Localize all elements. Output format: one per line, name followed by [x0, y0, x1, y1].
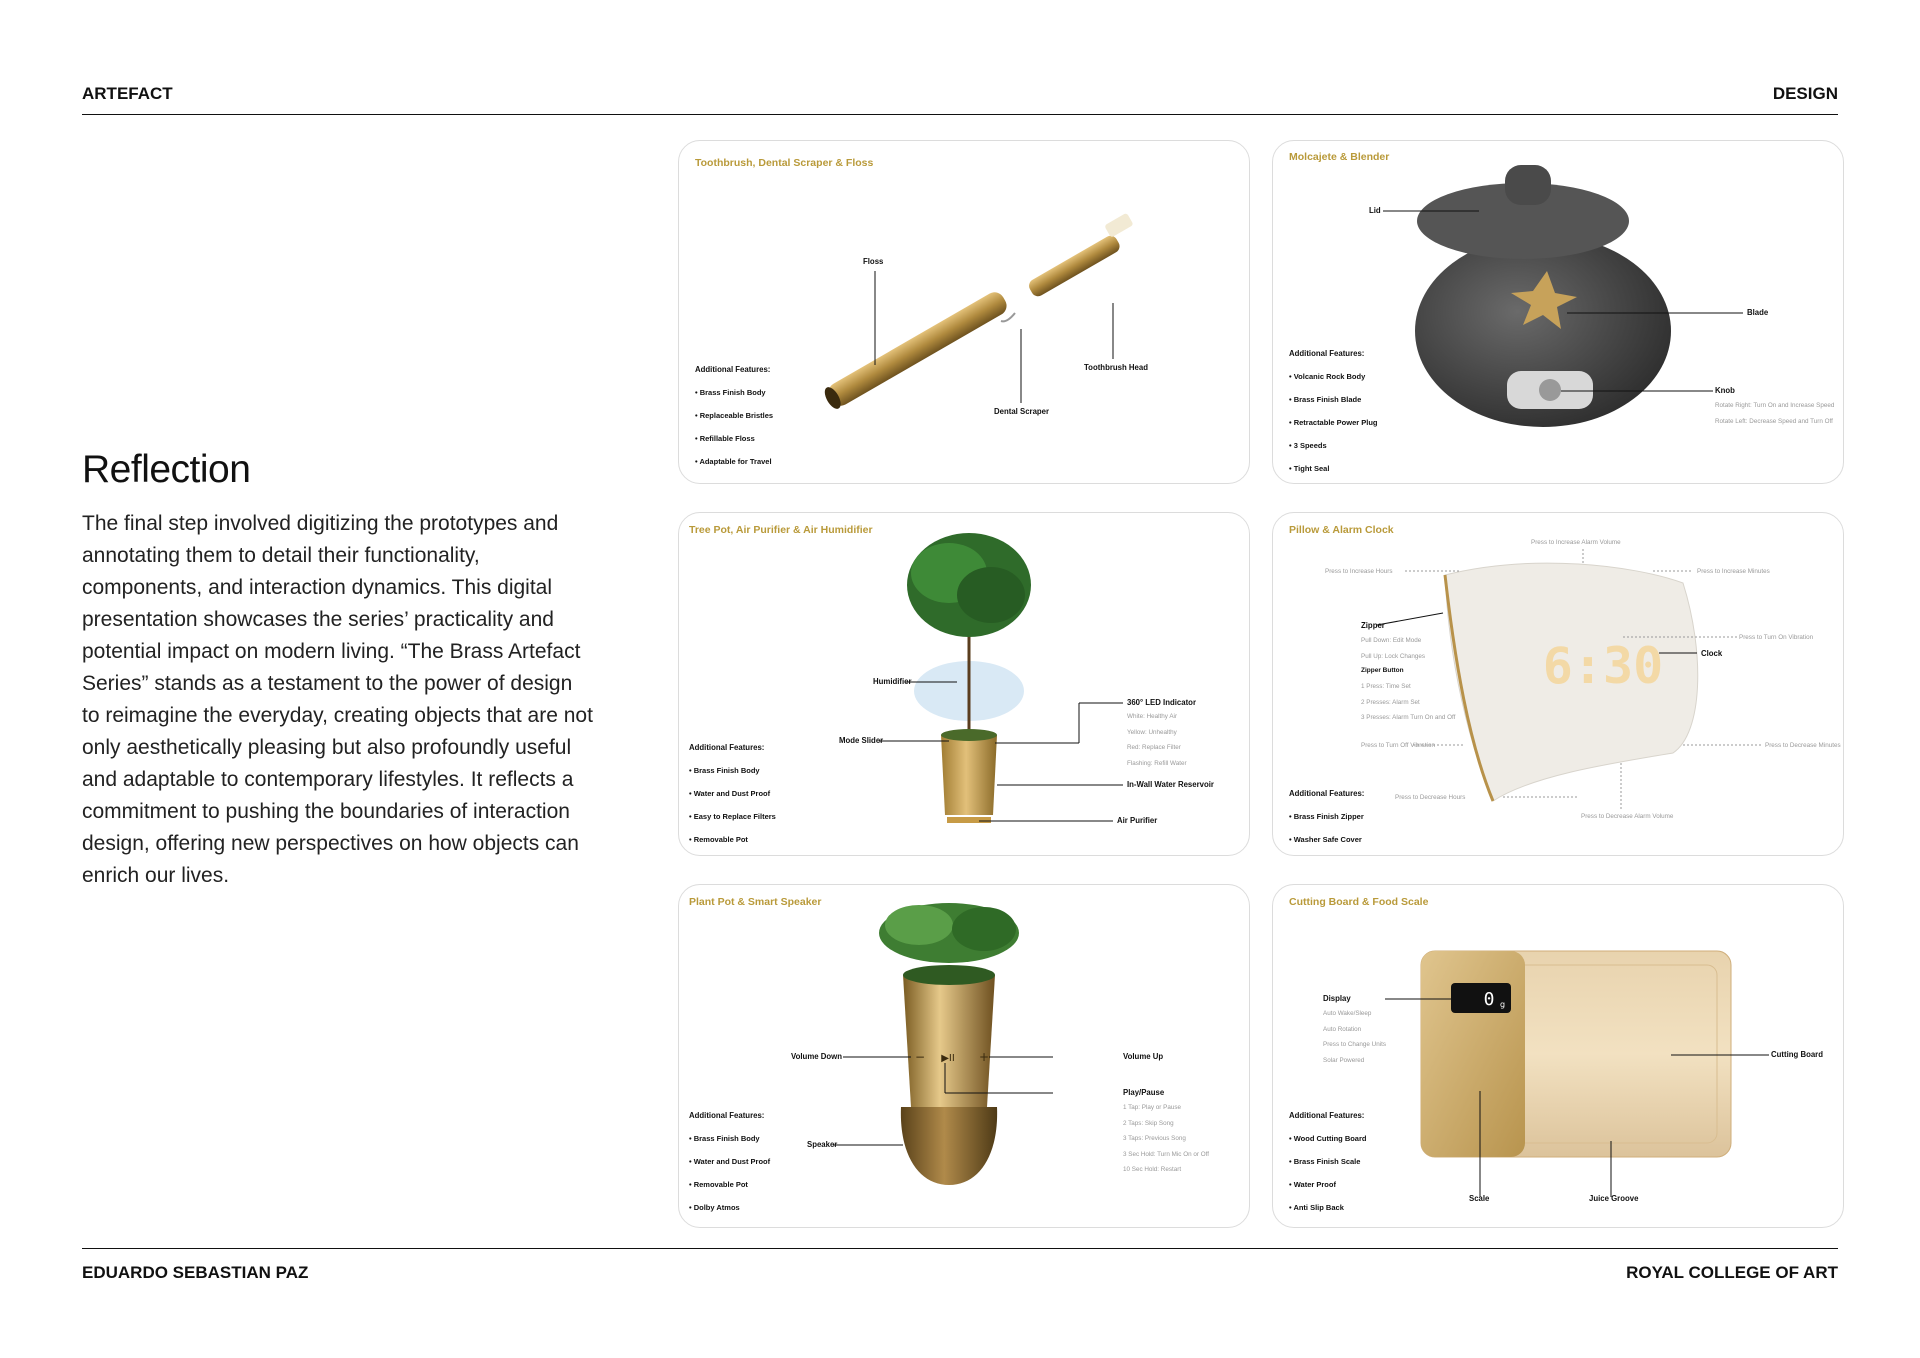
label-dental-scraper: Dental Scraper — [994, 407, 1050, 416]
label-increase-alarm-volume: Press to Increase Alarm Volume — [1531, 539, 1621, 546]
card-plantpot — [678, 884, 1250, 1228]
feature-item: • Brass Finish Zipper — [1289, 812, 1364, 835]
feature-item: • Removable Pot — [689, 1180, 770, 1203]
feature-item: • Washer Safe Cover — [1289, 835, 1364, 856]
feature-item: • Easy to Replace Filters — [689, 812, 776, 835]
feature-item: • 3 Speeds — [1289, 441, 1378, 464]
label-lid: Lid — [1369, 206, 1381, 215]
card-title: Tree Pot, Air Purifier & Air Humidifier — [689, 524, 873, 536]
features-list — [695, 365, 773, 480]
features-list — [1289, 1111, 1366, 1226]
author-name: EDUARDO SEBASTIAN PAZ — [82, 1263, 309, 1282]
minus-icon: − — [915, 1050, 926, 1064]
label-knob: Knob — [1715, 386, 1735, 395]
header-left: ARTEFACT — [82, 84, 173, 103]
features-title: Additional Features: — [695, 365, 771, 374]
led-states: White: Healthy Air Yellow: Unhealthy Red: Replace Filter Flashing: Refill Water — [1127, 713, 1187, 767]
label-scale: Scale — [1469, 1194, 1490, 1203]
label-led-indicator: 360° LED Indicator — [1127, 698, 1196, 707]
feature-item: • Water and Dust Proof — [689, 1157, 770, 1180]
features-list — [1289, 349, 1378, 484]
feature-item: • Adaptable for Travel — [695, 457, 773, 480]
features-title: Additional Features: — [689, 743, 765, 752]
label-water-reservoir: In-Wall Water Reservoir — [1127, 780, 1214, 789]
knob-instructions: Rotate Right: Turn On and Increase Speed Rotate Left: Decrease Speed and Turn Off — [1715, 402, 1835, 425]
play-pause-icon: ▶II — [941, 1053, 955, 1064]
feature-item: • Refillable Floss — [695, 434, 773, 457]
feature-item: • Brass Finish Body — [695, 388, 773, 411]
feature-item: • Retractable Power Plug — [1289, 418, 1378, 441]
label-juice-groove: Juice Groove — [1589, 1194, 1639, 1203]
label-volume-down: Volume Down — [791, 1052, 842, 1061]
card-treepot — [678, 512, 1250, 856]
card-title: Molcajete & Blender — [1289, 151, 1390, 163]
card-cutting-board — [1272, 884, 1844, 1228]
page-footer — [82, 1248, 1838, 1289]
label-humidifier: Humidifier — [873, 677, 912, 686]
label-mode-slider: Mode Slider — [839, 736, 884, 745]
features-title: Additional Features: — [1289, 1111, 1365, 1120]
card-molcajete — [1272, 140, 1844, 484]
label-speaker: Speaker — [807, 1140, 838, 1149]
feature-item: • Water Proof — [1289, 1180, 1366, 1203]
feature-item: • Dolby Atmos — [689, 1203, 770, 1226]
label-toothbrush-head: Toothbrush Head — [1084, 363, 1148, 372]
features-list — [689, 1111, 770, 1226]
card-title: Cutting Board & Food Scale — [1289, 896, 1429, 908]
label-blade: Blade — [1747, 308, 1769, 317]
features-title: Additional Features: — [1289, 789, 1365, 798]
label-decrease-minutes: Press to Decrease Minutes — [1765, 742, 1841, 749]
card-title: Plant Pot & Smart Speaker — [689, 896, 822, 908]
feature-item: • Wood Cutting Board — [1289, 1134, 1366, 1157]
clock-display: 6:30 — [1542, 637, 1664, 695]
feature-item: • Brass Finish Blade — [1289, 395, 1378, 418]
feature-item: • Water and Dust Proof — [689, 789, 776, 812]
scale-display-unit: g — [1500, 1000, 1506, 1009]
label-zipper: Zipper — [1361, 621, 1385, 630]
label-zipper-button: Zipper Button — [1361, 667, 1404, 674]
label-volume-up: Volume Up — [1123, 1052, 1164, 1061]
features-title: Additional Features: — [689, 1111, 765, 1120]
reflection-title: Reflection — [82, 448, 251, 491]
label-cutting-board: Cutting Board — [1771, 1050, 1823, 1059]
feature-item: • Removable Pot — [689, 835, 776, 856]
feature-item: • Brass Finish Scale — [1289, 1157, 1366, 1180]
reflection-body: The final step involved digitizing the prototypes and annotating them to detail their functionality, components, and interaction dynamics. This digital presentation showcases the series’ practicality and potential impact on modern living. “The Brass Artefact Series” stands as a testament to the power of design to reimagine the everyday, creating objects that are not only aesthetically pleasing but also profoundly useful and adaptable to contemporary lifestyles. It reflects a commitment to pushing the boundaries of interaction design, offering new perspectives on how objects can enrich our lives. — [82, 512, 593, 887]
scale-display-value: 0 — [1483, 989, 1495, 1010]
zipper-instructions: Pull Down: Edit Mode Pull Up: Lock Changes — [1361, 637, 1426, 660]
label-clock: Clock — [1701, 649, 1723, 658]
feature-item: • Volcanic Rock Body — [1289, 372, 1378, 395]
feature-item: • Tight Seal — [1289, 464, 1378, 484]
label-vibration-off: Press to Turn Off Vibration — [1361, 742, 1435, 749]
label-display: Display — [1323, 994, 1351, 1003]
card-title: Pillow & Alarm Clock — [1289, 524, 1394, 536]
feature-item: • Brass Finish Body — [689, 766, 776, 789]
zipper-button-instructions: 1 Press: Time Set 2 Presses: Alarm Set 3 Presses: Alarm Turn On and Off — [1361, 683, 1456, 721]
features-list — [689, 743, 776, 856]
label-air-purifier: Air Purifier — [1117, 816, 1158, 825]
page-header — [82, 84, 1838, 115]
card-toothbrush — [678, 140, 1250, 484]
card-title: Toothbrush, Dental Scraper & Floss — [695, 157, 874, 169]
institution-name: ROYAL COLLEGE OF ART — [1626, 1263, 1838, 1282]
label-vibration-on: Press to Turn On Vibration — [1739, 634, 1814, 641]
feature-item: • Replaceable Bristles — [695, 411, 773, 434]
plus-icon: + — [979, 1050, 990, 1064]
label-decrease-alarm-volume: Press to Decrease Alarm Volume — [1581, 813, 1674, 820]
feature-item: • Anti Slip Back — [1289, 1203, 1366, 1226]
features-title: Additional Features: — [1289, 349, 1365, 358]
label-decrease-hours: Press to Decrease Hours — [1395, 794, 1466, 801]
label-floss: Floss — [863, 257, 884, 266]
card-pillow — [1272, 512, 1844, 856]
display-features: Auto Wake/Sleep Auto Rotation Press to Change Units Solar Powered — [1323, 1010, 1386, 1064]
features-list — [1289, 789, 1364, 856]
header-right: DESIGN — [1772, 84, 1838, 103]
label-increase-minutes: Press to Increase Minutes — [1697, 568, 1770, 575]
label-play-pause: Play/Pause — [1123, 1088, 1165, 1097]
label-increase-hours: Press to Increase Hours — [1325, 568, 1393, 575]
play-pause-instructions: 1 Tap: Play or Pause 2 Taps: Skip Song 3 Taps: Previous Song 3 Sec Hold: Turn Mic On or Off 10 Sec Hold: Restart — [1123, 1104, 1209, 1173]
feature-item: • Brass Finish Body — [689, 1134, 770, 1157]
